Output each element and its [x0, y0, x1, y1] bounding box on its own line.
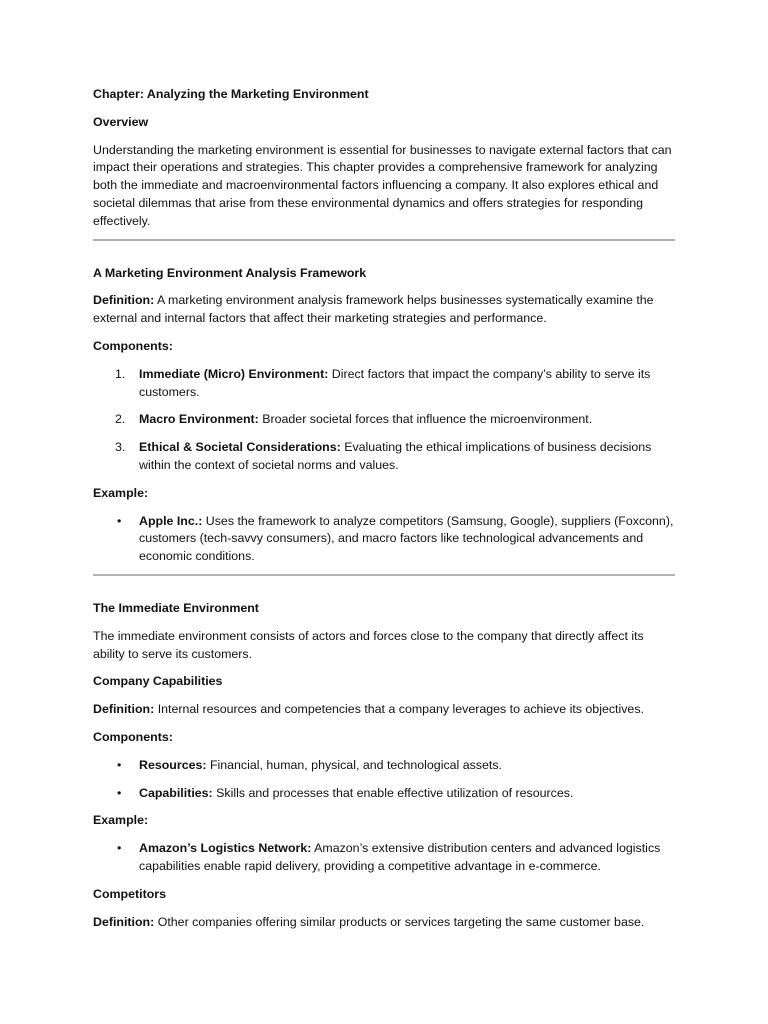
- bullet-icon: •: [117, 841, 122, 856]
- framework-heading: A Marketing Environment Analysis Framework: [93, 265, 367, 280]
- chapter-title: Chapter: Analyzing the Marketing Environment: [93, 87, 369, 101]
- list-number: 1.: [115, 366, 126, 381]
- item-term: Resources:: [139, 757, 207, 772]
- item-term: Ethical & Societal Considerations:: [139, 440, 341, 455]
- framework-components-list: [93, 366, 675, 475]
- framework-examples-list: [93, 513, 675, 566]
- item-text: Direct factors that impact the company’s ability to serve its customers.: [139, 366, 651, 399]
- immediate-heading: The Immediate Environment: [93, 600, 259, 615]
- section-divider: [93, 239, 675, 241]
- capabilities-components-list: [93, 757, 675, 803]
- section-divider: [93, 574, 675, 576]
- capabilities-components-label: Components:: [93, 729, 173, 744]
- item-term: Capabilities:: [139, 785, 213, 800]
- list-item: [93, 411, 675, 429]
- capabilities-example-label: Example:: [93, 813, 149, 828]
- list-item: [93, 366, 675, 402]
- overview-heading: Overview: [93, 114, 149, 129]
- framework-example-label: Example:: [93, 485, 149, 500]
- item-text: Financial, human, physical, and technological assets.: [206, 757, 502, 772]
- definition-label: Definition:: [93, 293, 155, 308]
- capabilities-examples-list: [93, 840, 675, 876]
- item-term: Amazon’s Logistics Network:: [139, 841, 312, 856]
- bullet-icon: •: [117, 757, 122, 772]
- item-text: Evaluating the ethical implications of business decisions within the context of societal norms and values.: [139, 440, 652, 472]
- definition-text: Other companies offering similar products or services targeting the same customer base.: [154, 914, 645, 929]
- item-text: Uses the framework to analyze competitors (Samsung, Google), suppliers (Foxconn), customers (tech-savvy consumers), and macro factors like technological advancements and economic conditions.: [139, 513, 674, 564]
- framework-definition: [93, 292, 675, 328]
- document-page: [93, 86, 675, 941]
- overview-paragraph: Understanding the marketing environment is essential for businesses to navigate external factors that can impact their operations and strategies. This chapter provides a comprehensive framework for analyzing both the immediate and macroenvironmental factors influencing a company. It also explores ethical and societal dilemmas that arise from these environmental dynamics and offers strategies for responding effectively.: [93, 142, 672, 228]
- item-text: Amazon’s extensive distribution centers and advanced logistics capabilities enable rapid delivery, providing a competitive advantage in e-commerce.: [139, 841, 661, 873]
- item-term: Immediate (Micro) Environment:: [139, 366, 329, 381]
- list-number: 2.: [115, 412, 126, 427]
- bullet-icon: •: [117, 785, 122, 800]
- competitors-heading: Competitors: [93, 886, 166, 901]
- list-item: [93, 785, 675, 803]
- definition-label: Definition:: [93, 914, 155, 929]
- framework-components-label: Components:: [93, 338, 173, 353]
- list-item: [93, 513, 675, 566]
- item-text: Skills and processes that enable effective utilization of resources.: [212, 785, 574, 800]
- list-item: [93, 439, 675, 475]
- capabilities-heading: Company Capabilities: [93, 674, 223, 689]
- competitors-definition: [93, 914, 675, 932]
- immediate-paragraph: The immediate environment consists of actors and forces close to the company that directly affect its ability to serve its customers.: [93, 628, 644, 661]
- definition-text: A marketing environment analysis framework helps businesses systematically examine the external and internal factors that affect their marketing strategies and performance.: [93, 293, 654, 326]
- list-item: [93, 757, 675, 775]
- item-text: Broader societal forces that influence the microenvironment.: [258, 412, 593, 427]
- list-item: [93, 840, 675, 876]
- capabilities-definition: [93, 701, 675, 719]
- definition-text: Internal resources and competencies that a company leverages to achieve its objectives.: [154, 702, 644, 717]
- definition-label: Definition:: [93, 702, 155, 717]
- bullet-icon: •: [117, 513, 122, 528]
- list-number: 3.: [115, 440, 126, 455]
- item-term: Apple Inc.:: [139, 513, 203, 528]
- item-term: Macro Environment:: [139, 412, 259, 427]
